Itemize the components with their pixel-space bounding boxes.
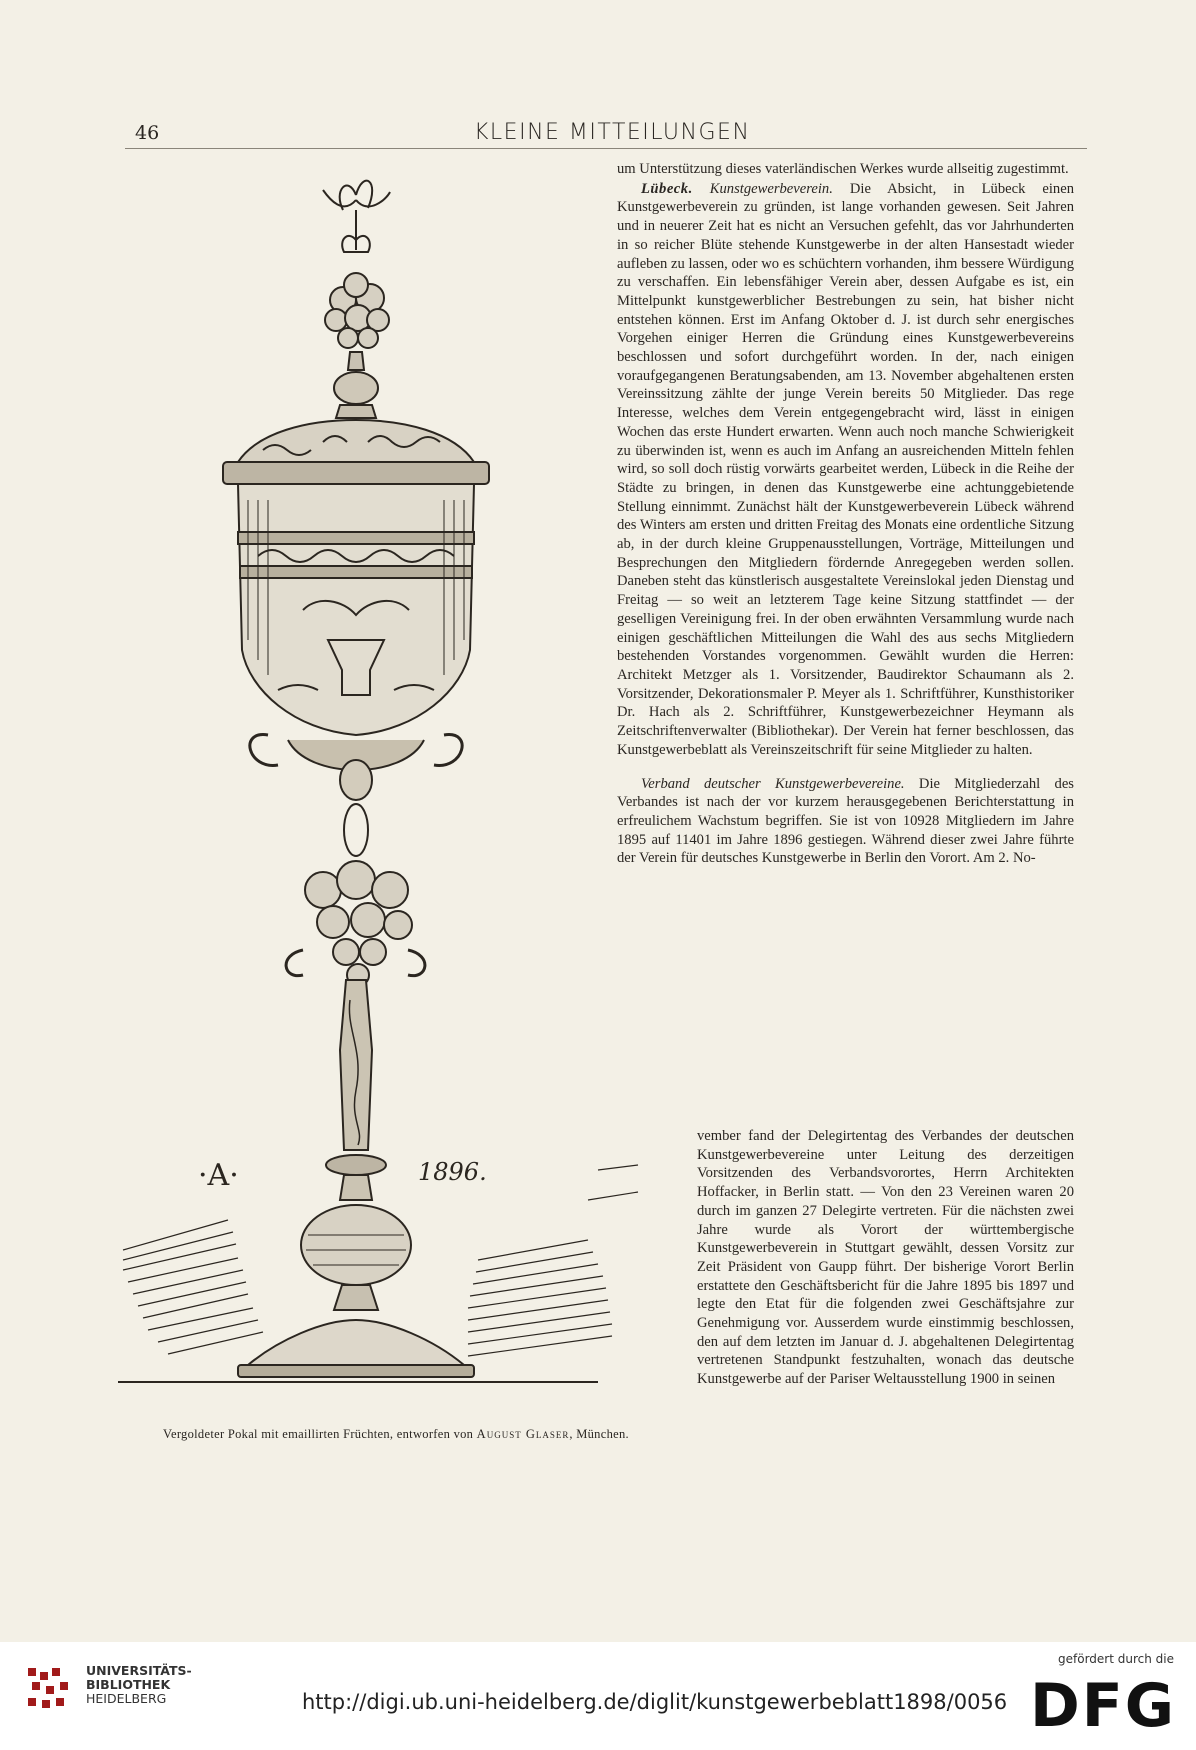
article-column <box>617 160 1074 868</box>
paragraph-luebeck <box>617 180 1074 760</box>
source-url-link[interactable]: http://digi.ub.uni-heidelberg.de/diglit/kunstgewerbeblatt1898/0056 <box>302 1690 1008 1714</box>
section-heading-verband: Verband deutscher Kunstgewerbevereine. <box>641 775 905 792</box>
caption-text-b: , München. <box>569 1427 629 1441</box>
section-text-verband-b: vember fand der Delegirtentag des Verbandes der deutschen Kunstgewerbevereine unter Leitung des derzeitigen Vorsitzenden des Verbandsvorortes, Herrn Architekten Hoffacker, in Berlin statt. — Von den 23 Vereinen waren 20 durch im ganzen 27 Delegirte vertreten. Für die nächsten zwei Jahre wurde als Vorort der württembergische Kunstgewerbeverein in Stuttgart gewählt, dessen Vorsitz zur Zeit Präsident von Gaupp führt. Der bisherige Vorort Berlin erstattete den Geschäftsbericht für die Jahre 1895 bis 1897 und legte den Etat für die folgenden zwei Geschäftsjahre zur Genehmigung vor. Ausserdem wurde einstimmig beschlossen, den auf dem letzten im Januar d. J. abgehaltenen Delegirtentag vertretenen Standpunkt festzuhalten, wonach das deutsche Kunstgewerbe auf der Pariser Weltausstellung 1900 in seinen <box>697 1128 1074 1388</box>
running-head: KLEINE MITTEILUNGEN <box>474 120 751 145</box>
institution-line2: BIBLIOTHEK <box>86 1677 171 1692</box>
footer-bar <box>0 1642 1196 1750</box>
section-heading-city: Lübeck. <box>641 180 693 197</box>
page-number: 46 <box>135 122 160 144</box>
institution-name <box>86 1664 192 1706</box>
section-text-luebeck: Die Absicht, in Lübeck einen Kunstgewerbeverein zu gründen, ist lange vorhanden gewesen. Seit Jahren und in neuerer Zeit hat es nicht an Versuchen gefehlt, das vor Jahrhunderten in so reicher Blüte stehende Kunstgewerbe in der alten Hansestadt wieder aufleben zu lassen, oder wo es schüchtern vorhanden, ihm bessere Würdigung zu verschaffen. Ein lebensfähiger Verein aber, dessen Aufgabe es ist, ein Mittelpunkt kunstgewerblicher Bestrebungen zu sein, hat bisher nicht entstehen können. Erst im Anfang Oktober d. J. ist durch sehr energisches Vorgehen einiger Herren die Gründung eines Kunstgewerbevereins beschlossen und sofort durchgeführt worden. In der, nach einigen voraufgegangenen Beratungsabenden, am 13. November abgehaltenen ersten Vereinssitzung zählte der junge Verein bereits 50 Mitglieder. Das rege Interesse, welches dem Verein entgegengebracht wird, lässt in einigen Wochen das erste Hundert erwarten. Wenn auch noch manche Schwierigkeit zu überwinden ist, wenn es auch im Anfang an ausreichenden Mitteln fehlen wird, so soll doch rüstig vorwärts gearbeitet werden, Lübeck in die Reihe der Städte zu bringen, in denen das Kunstgewerbe eine achtunggebietende Stellung einnimmt. Zunächst hält der Kunstgewerbeverein Lübeck während des Winters am ersten und dritten Freitag des Monats eine ordentliche Sitzung ab, in der durch kleine Gruppenausstellungen, Vorträge, Mitteilungen und Besprechungen den Mitgliedern fördernde Anregegeben werden sollen. Daneben steht das künstlerisch ausgestaltete Vereinslokal jeden Dienstag und Freitag — so weit an letzterem Tage keine Sitzung stattfindet — der geselligen Vereinigung frei. In der oben erwähnten Versammlung wurde nach einigen geschäftlichen Mitteilungen die Wahl des aus sechs Mitgliedern bestehenden Vorstandes vorgenommen. Gewählt wurden die Herren: Architekt Metzger als 1. Vorsitzender, Baudirektor Schaumann als 2. Vorsitzender, Dekorationsmaler P. Meyer als 1. Schriftführer, Kunsthistoriker Dr. Hach als 2. Schriftführer, Kunstgewerbezeichner Heymann als Zeitschriftenverwalter (Bibliothekar). Der Verein hat ferner beschlossen, das Kunstgewerbeblatt als Vereinszeitschrift für seine Mitglieder zu halten. <box>617 180 1074 758</box>
university-library-logo-icon <box>24 1664 74 1714</box>
institution-line1: UNIVERSITÄTS- <box>86 1663 192 1678</box>
figure-caption <box>118 1427 674 1442</box>
funding-label: gefördert durch die <box>1058 1652 1174 1666</box>
year-mark: 1896. <box>418 1158 487 1186</box>
goblet-illustration <box>118 170 663 1410</box>
caption-author: August Glaser <box>476 1427 570 1441</box>
institution-line3: HEIDELBERG <box>86 1691 167 1706</box>
caption-text-a: Vergoldeter Pokal mit emaillirten Früchten, entworfen von <box>163 1427 474 1441</box>
paragraph-verband <box>617 775 1074 869</box>
dfg-logo: DFG <box>1029 1671 1176 1741</box>
monogram-mark: ·A· <box>198 1158 239 1193</box>
header-rule <box>125 148 1087 149</box>
article-column-bottom <box>617 1127 1074 1389</box>
paragraph-intro: um Unterstützung dieses vaterländischen Werkes wurde allseitig zugestimmt. <box>617 161 1069 177</box>
section-heading-luebeck: Kunstgewerbeverein. <box>709 180 833 197</box>
section-text-verband-a: Die Mitgliederzahl des Verbandes ist nach der vor kurzem herausgegebenen Berichterstattung in erfreulichem Wachstum begriffen. Sie ist von 10928 Mitgliedern im Jahre 1895 auf 11401 im Jahre 1896 gestiegen. Während dieser zwei Jahre führte der Verein für deutsches Kunstgewerbe in Berlin den Vorort. Am 2. No- <box>617 775 1074 867</box>
